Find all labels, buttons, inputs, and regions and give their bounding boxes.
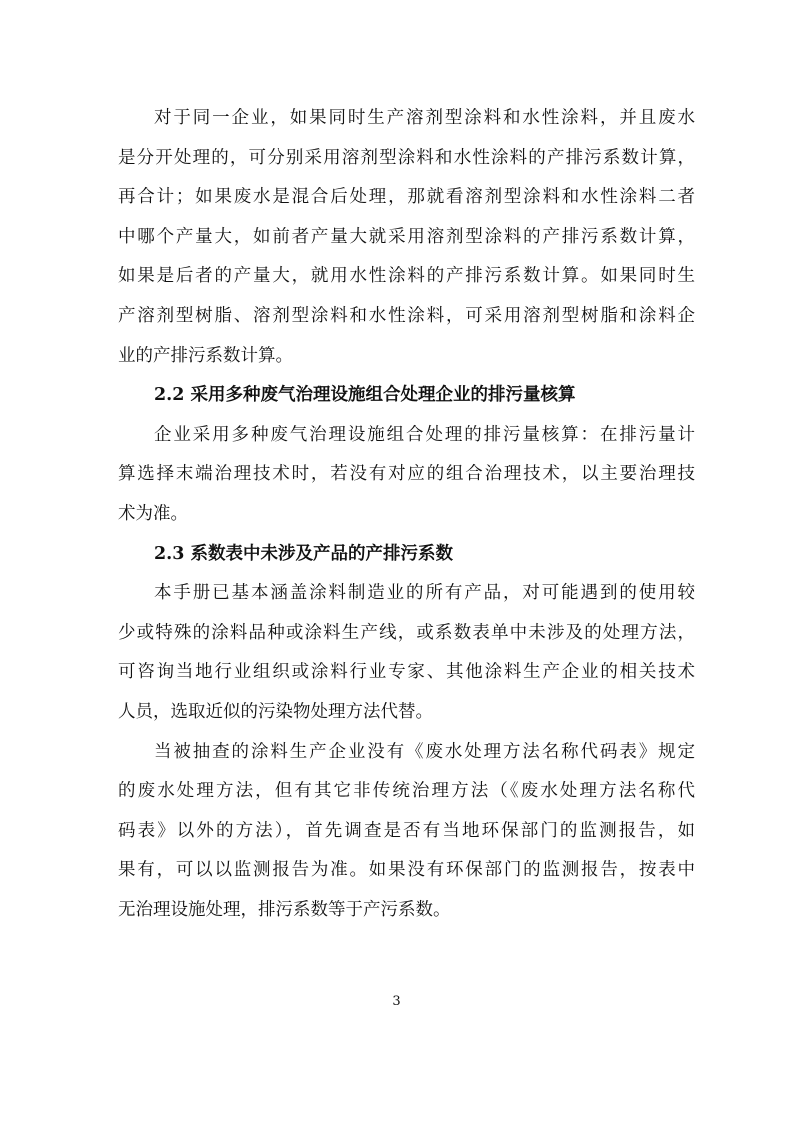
text-line: 人员，选取近似的污染物处理方法代替。 <box>118 701 433 722</box>
document-body <box>118 99 695 930</box>
text-line: 术为准。 <box>118 503 188 524</box>
paragraph <box>118 733 695 931</box>
text-line: 中哪个产量大，如前者产量大就采用溶剂型涂料的产排污系数计算， <box>118 226 695 247</box>
paragraph <box>118 574 695 732</box>
text-line: 码表》以外的方法），首先调查是否有当地环保部门的监测报告，如 <box>118 820 695 841</box>
text-line: 产溶剂型树脂、溶剂型涂料和水性涂料，可采用溶剂型树脂和涂料企 <box>118 305 695 326</box>
text-line: 再合计；如果废水是混合后处理，那就看溶剂型涂料和水性涂料二者 <box>118 187 695 208</box>
text-line: 当被抽查的涂料生产企业没有《废水处理方法名称代码表》规定 <box>154 741 695 762</box>
text-line: 业的产排污系数计算。 <box>118 345 293 366</box>
text-line: 可咨询当地行业组织或涂料行业专家、其他涂料生产企业的相关技术 <box>118 662 695 683</box>
text-line: 少或特殊的涂料品种或涂料生产线，或系数表单中未涉及的处理方法， <box>118 622 695 643</box>
text-line: 算选择末端治理技术时，若没有对应的组合治理技术，以主要治理技 <box>118 464 695 485</box>
section-heading: 2.2 采用多种废气治理设施组合处理企业的排污量核算 <box>154 385 576 406</box>
text-line: 对于同一企业，如果同时生产溶剂型涂料和水性涂料，并且废水 <box>154 108 695 128</box>
text-line: 果有，可以以监测报告为准。如果没有环保部门的监测报告，按表中 <box>118 860 695 881</box>
paragraph <box>118 99 695 376</box>
text-line: 本手册已基本涵盖涂料制造业的所有产品，对可能遇到的使用较 <box>154 583 695 604</box>
section-heading: 2.3 系数表中未涉及产品的产排污系数 <box>154 543 454 564</box>
text-line: 如果是后者的产量大，就用水性涂料的产排污系数计算。如果同时生 <box>118 266 695 287</box>
page-number: 3 <box>392 994 401 1009</box>
paragraph <box>118 416 695 535</box>
text-line: 无治理设施处理，排污系数等于产污系数。 <box>118 899 451 920</box>
text-line: 企业采用多种废气治理设施组合处理的排污量核算：在排污量计 <box>154 424 695 445</box>
text-line: 是分开处理的，可分别采用溶剂型涂料和水性涂料的产排污系数计算， <box>118 147 695 168</box>
text-line: 的废水处理方法，但有其它非传统治理方法（《废水处理方法名称代 <box>118 781 695 802</box>
